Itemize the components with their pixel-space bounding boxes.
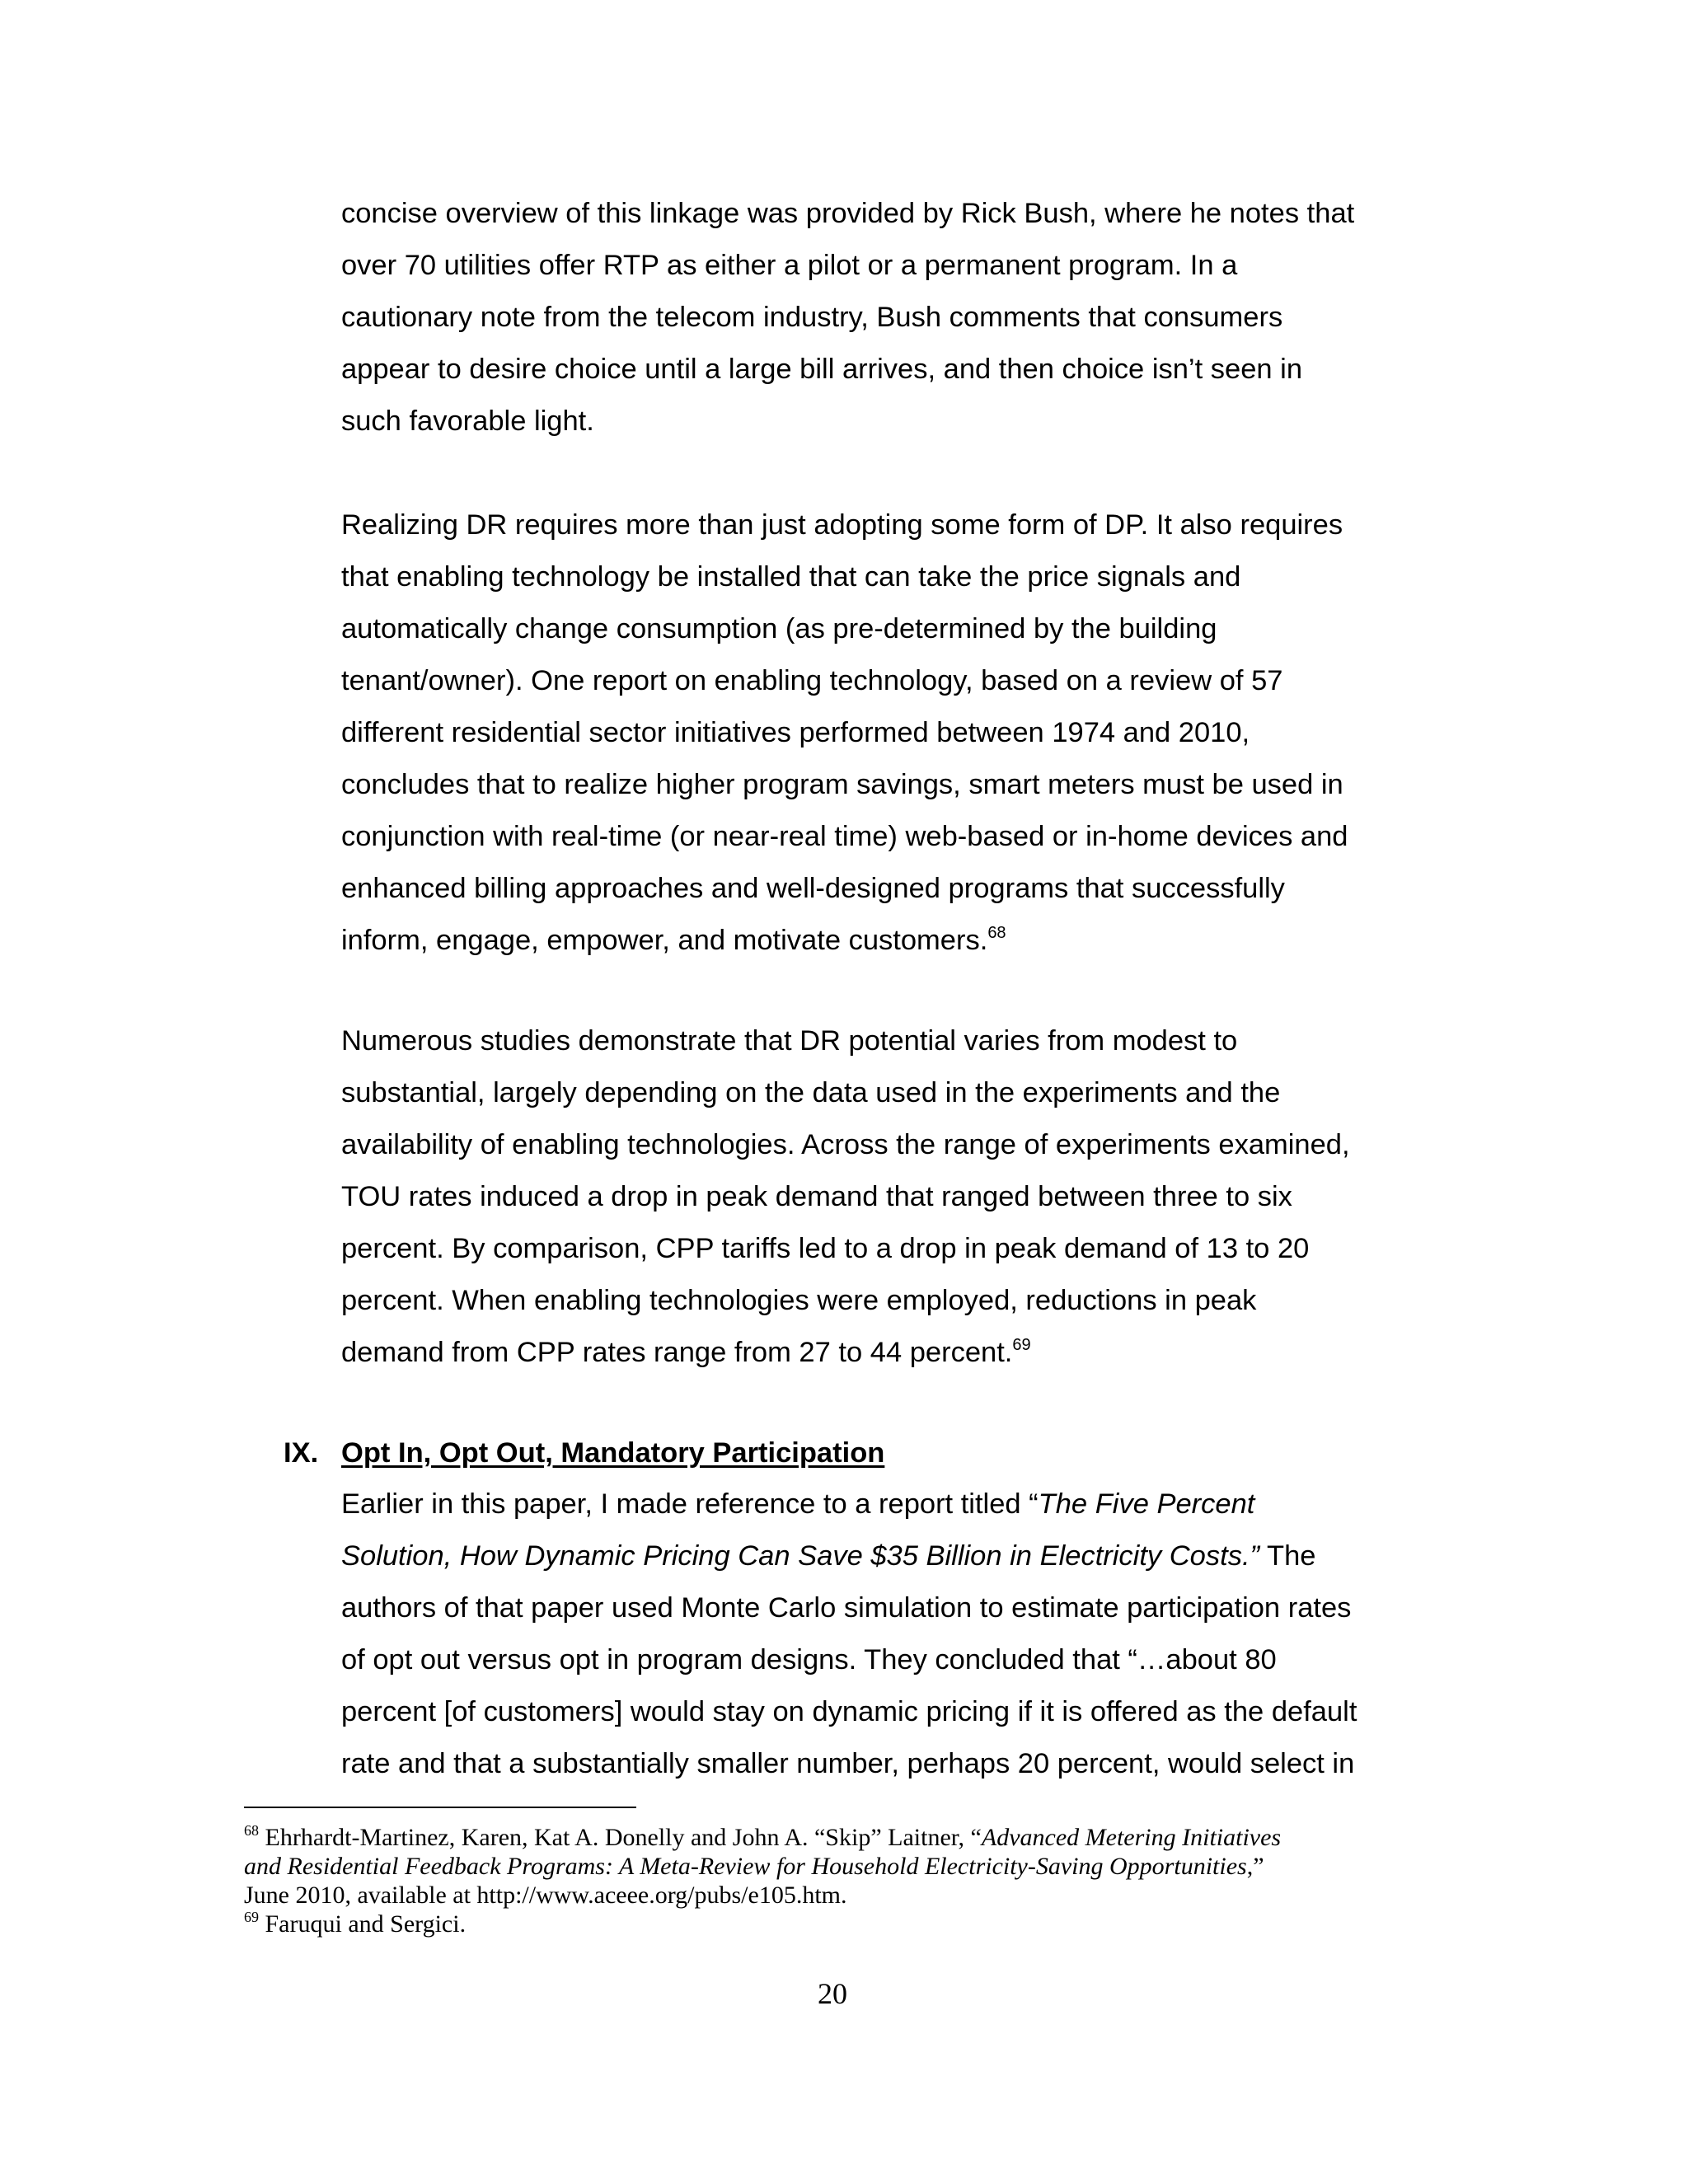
cited-title-italic: and Residential Feedback Programs: A Meta-Review for Household Electricity-Saving Opportunities [244, 1853, 1247, 1880]
footnote-68-continued [244, 1852, 1439, 1881]
section-title: Opt In, Opt Out, Mandatory Participation [341, 1437, 885, 1469]
text-line: enhanced billing approaches and well-designed programs that successfully [341, 873, 1285, 904]
text-line: that enabling technology be installed that can take the price signals and [341, 561, 1241, 593]
text-line: rate and that a substantially smaller number, perhaps 20 percent, would select in [341, 1748, 1355, 1779]
section-heading [284, 1427, 884, 1479]
text-line: TOU rates induced a drop in peak demand that ranged between three to six [341, 1181, 1292, 1212]
footnote-reference-68[interactable]: 68 [987, 924, 1006, 942]
text-line [341, 915, 1429, 967]
text-line: automatically change consumption (as pre-determined by the building [341, 613, 1217, 644]
paragraph-opt-in-opt-out [341, 1479, 1429, 1790]
report-title-italic: Solution, How Dynamic Pricing Can Save $35 Billion in Electricity Costs.” [341, 1540, 1260, 1572]
footnote-number: 69 [244, 1909, 259, 1925]
text-line: concise overview of this linkage was provided by Rick Bush, where he notes that [341, 198, 1355, 229]
report-title-italic: The Five Percent [1038, 1488, 1255, 1520]
text-line: substantial, largely depending on the data used in the experiments and the [341, 1077, 1281, 1108]
text-line: appear to desire choice until a large bill arrives, and then choice isn’t seen in [341, 354, 1303, 385]
footnote-number: 68 [244, 1822, 259, 1839]
text-line [341, 1530, 1429, 1582]
text-line: different residential sector initiatives performed between 1974 and 2010, [341, 717, 1250, 748]
text-line [341, 1479, 1429, 1530]
text-line: authors of that paper used Monte Carlo simulation to estimate participation rates [341, 1592, 1352, 1624]
cited-title-italic: Advanced Metering Initiatives [981, 1824, 1282, 1851]
text-line: of opt out versus opt in program designs. They concluded that “…about 80 [341, 1644, 1277, 1675]
text-line: Numerous studies demonstrate that DR potential varies from modest to [341, 1025, 1238, 1057]
text-line [341, 1327, 1429, 1379]
text-line: conjunction with real-time (or near-real time) web-based or in-home devices and [341, 821, 1348, 852]
text-line: over 70 utilities offer RTP as either a pilot or a permanent program. In a [341, 250, 1238, 281]
text-line: such favorable light. [341, 405, 594, 437]
text-line: concludes that to realize higher program savings, smart meters must be used in [341, 769, 1343, 800]
text-fragment: Ehrhardt-Martinez, Karen, Kat A. Donelly and John A. “Skip” Laitner, “ [259, 1824, 982, 1851]
text-line: Realizing DR requires more than just adopting some form of DP. It also requires [341, 509, 1343, 541]
paragraph-enabling-technology [341, 499, 1429, 967]
text-line: percent [of customers] would stay on dynamic pricing if it is offered as the default [341, 1696, 1357, 1727]
section-number: IX. [284, 1437, 319, 1469]
text-line: cautionary note from the telecom industry, Bush comments that consumers [341, 302, 1283, 333]
text-fragment: inform, engage, empower, and motivate customers. [341, 925, 988, 956]
footnote-69 [244, 1910, 1439, 1938]
paragraph-dr-potential [341, 1015, 1429, 1379]
footnote-separator [244, 1807, 636, 1808]
text-line: availability of enabling technologies. Across the range of experiments examined, [341, 1129, 1350, 1160]
footnote-reference-69[interactable]: 69 [1012, 1336, 1031, 1354]
paragraph-linkage-overview [341, 188, 1429, 448]
footnote-68 [244, 1823, 1439, 1852]
footnote-68-continued: June 2010, available at http://www.aceee.org/pubs/e105.htm. [244, 1882, 847, 1909]
text-fragment: Earlier in this paper, I made reference to a report titled “ [341, 1488, 1039, 1520]
text-fragment: The [1259, 1540, 1316, 1572]
text-line: percent. By comparison, CPP tariffs led to a drop in peak demand of 13 to 20 [341, 1233, 1310, 1264]
text-line: percent. When enabling technologies were employed, reductions in peak [341, 1285, 1257, 1316]
text-line: tenant/owner). One report on enabling technology, based on a review of 57 [341, 665, 1283, 696]
footnotes [244, 1823, 1439, 1938]
text-fragment: Faruqui and Sergici. [259, 1910, 467, 1938]
text-fragment: ,” [1246, 1853, 1264, 1880]
text-fragment: demand from CPP rates range from 27 to 44 percent. [341, 1337, 1013, 1368]
page-number: 20 [818, 1977, 847, 2010]
